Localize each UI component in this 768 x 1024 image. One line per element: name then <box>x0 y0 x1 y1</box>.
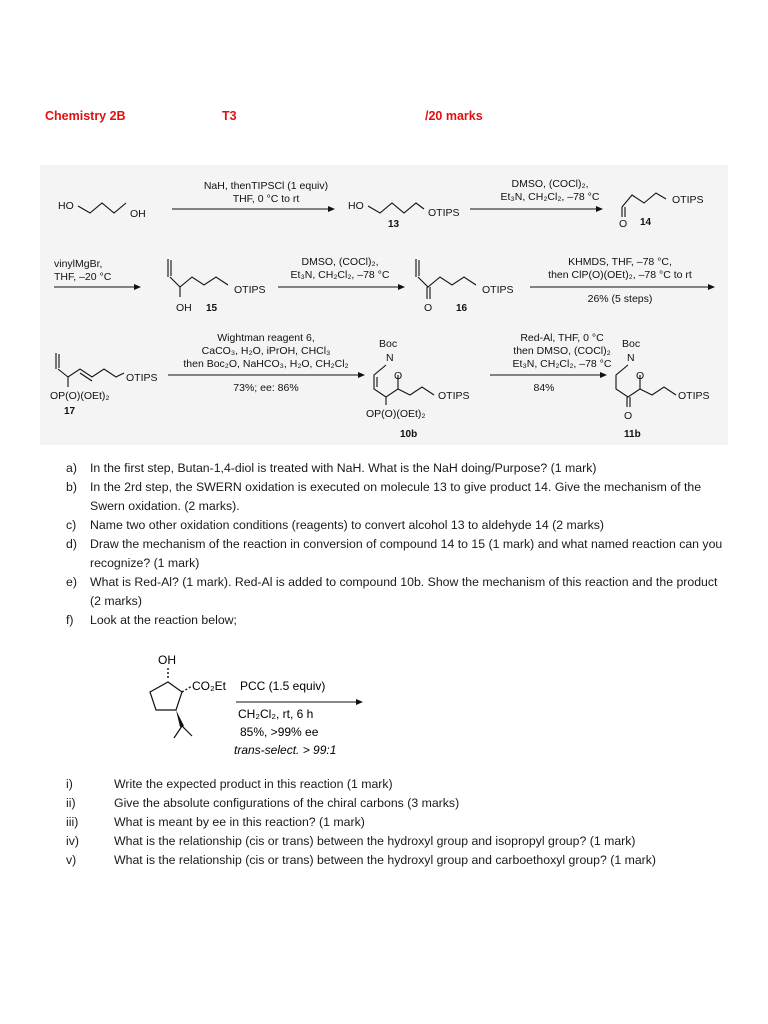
label-17: 17 <box>64 406 76 417</box>
step2-cond-1: DMSO, (COCl)₂, <box>511 178 589 190</box>
c15-otips: OTIPS <box>234 284 266 296</box>
test-label: T3 <box>222 109 237 123</box>
question-text: Look at the reaction below; <box>90 613 237 627</box>
rxn-yield: 85%, >99% ee <box>240 725 319 739</box>
synthesis-scheme <box>40 165 728 445</box>
rxn-ester: CO₂Et <box>192 679 226 693</box>
c16-o: O <box>424 302 433 314</box>
question-letter: b) <box>66 480 77 494</box>
c17-phos: OP(O)(OEt)₂ <box>50 390 110 402</box>
question-text: In the 2rd step, the SWERN oxidation is executed on molecule 13 to give product 14. Give the mechanism of the Swern oxidation. (2 marks). <box>90 480 702 513</box>
step3-cond-2: THF, –20 °C <box>54 271 112 283</box>
rxn-selectivity: trans-select. > 99:1 <box>234 743 337 757</box>
question-letter: c) <box>66 518 77 532</box>
label-16: 16 <box>456 303 468 314</box>
c16-otips: OTIPS <box>482 284 514 296</box>
rxn-reagent: PCC (1.5 equiv) <box>240 679 326 693</box>
step4-cond-1: DMSO, (COCl)₂, <box>301 256 379 268</box>
course-title: Chemistry 2B <box>45 109 126 123</box>
rxn-oh: OH <box>158 653 176 667</box>
c10b-o: O <box>394 370 403 382</box>
step1-cond-1: NaH, thenTIPSCl (1 equiv) <box>203 180 329 192</box>
c15-oh: OH <box>176 302 192 314</box>
c10b-n: N <box>386 352 394 364</box>
c13-otips: OTIPS <box>428 207 460 219</box>
step6-yield: 73%; ee: 86% <box>233 382 299 394</box>
c10b-chain <box>398 387 434 395</box>
c17-otips: OTIPS <box>126 372 158 384</box>
question-letter: e) <box>66 575 77 589</box>
c13-chain <box>368 203 424 213</box>
step6-cond-2: CaCO₃, H₂O, iPrOH, CHCl₃ <box>201 345 331 357</box>
c11b-o2: O <box>624 410 633 422</box>
total-marks: /20 marks <box>425 109 483 123</box>
step2-cond-2: Et₃N, CH₂Cl₂, –78 °C <box>500 191 600 203</box>
label-11b: 11b <box>624 429 641 440</box>
c10b-phos: OP(O)(OEt)₂ <box>366 408 426 420</box>
label-10b: 10b <box>400 429 418 440</box>
question-letter: d) <box>66 537 77 551</box>
step7-cond-1: Red-Al, THF, 0 °C <box>520 332 604 344</box>
step6-cond-3: then Boc₂O, NaHCO₃, H₂O, CH₂Cl₂ <box>183 358 349 370</box>
c11b-otips: OTIPS <box>678 390 710 402</box>
question-letter: f) <box>66 613 74 627</box>
subquestion-num: iii) <box>66 815 79 829</box>
subquestion-num: v) <box>66 853 77 867</box>
subquestion-num: i) <box>66 777 73 791</box>
subquestion-text: What is the relationship (cis or trans) between the hydroxyl group and carboethoxyl group? (1 mark) <box>114 853 657 867</box>
c11b-boc: Boc <box>622 338 641 350</box>
question-text: In the first step, Butan-1,4-diol is treated with NaH. What is the NaH doing/Purpose? (1 mark) <box>90 461 597 475</box>
subquestion-text: What is the relationship (cis or trans) between the hydroxyl group and isopropyl group? (1 mark) <box>114 834 636 848</box>
c10b-otips: OTIPS <box>438 390 470 402</box>
step3-cond-1: vinylMgBr, <box>54 258 103 270</box>
subquestion-num: ii) <box>66 796 76 810</box>
question-letter: a) <box>66 461 77 475</box>
c15-chain <box>170 277 228 287</box>
step5-cond-2: then ClP(O)(OEt)₂, –78 °C to rt <box>548 269 692 281</box>
question-text: What is Red-Al? (1 mark). Red-Al is added to compound 10b. Show the mechanism of this reaction and the product (2 marks) <box>90 575 718 608</box>
c11b-chain <box>640 387 676 395</box>
c16-chain <box>418 277 476 287</box>
subquestion-num: iv) <box>66 834 79 848</box>
c14-otips: OTIPS <box>672 194 704 206</box>
step7-yield: 84% <box>533 382 555 394</box>
diol-oh: OH <box>130 208 146 220</box>
step4-cond-2: Et₃N, CH₂Cl₂, –78 °C <box>290 269 390 281</box>
cyclopentane-ring <box>150 682 182 710</box>
c14-o: O <box>619 218 628 230</box>
c14-chain <box>622 193 666 207</box>
step5-cond-1: KHMDS, THF, –78 °C, <box>568 256 672 268</box>
step7-cond-2: then DMSO, (COCl)₂ <box>513 345 611 357</box>
isopropyl-group <box>174 726 192 738</box>
step1-cond-2: THF, 0 °C to rt <box>232 193 300 205</box>
question-text: Draw the mechanism of the reaction in conversion of compound 14 to 15 (1 mark) and what named reaction can you recognize? (1 mark) <box>90 537 723 570</box>
c11b-o: O <box>636 370 645 382</box>
question-text: Name two other oxidation conditions (reagents) to convert alcohol 13 to aldehyde 14 (2 marks) <box>90 518 605 532</box>
subquestion-text: What is meant by ee in this reaction? (1 mark) <box>114 815 365 829</box>
label-15: 15 <box>206 303 218 314</box>
diol-chain <box>78 203 126 213</box>
label-13: 13 <box>388 219 400 230</box>
c10b-boc: Boc <box>379 338 398 350</box>
c17-chain <box>58 369 124 377</box>
subquestion-text: Give the absolute configurations of the chiral carbons (3 marks) <box>114 796 460 810</box>
diol-ho: HO <box>58 200 74 212</box>
label-14: 14 <box>640 217 652 228</box>
c11b-n: N <box>627 352 635 364</box>
step6-cond-1: Wightman reagent 6, <box>217 332 315 344</box>
step5-yield: 26% (5 steps) <box>587 293 653 305</box>
subquestion-text: Write the expected product in this reaction (1 mark) <box>114 777 393 791</box>
c13-ho: HO <box>348 200 364 212</box>
rxn-solvent: CH₂Cl₂, rt, 6 h <box>238 707 314 721</box>
pcc-reaction <box>130 650 390 768</box>
step7-cond-3: Et₃N, CH₂Cl₂, –78 °C <box>512 358 612 370</box>
